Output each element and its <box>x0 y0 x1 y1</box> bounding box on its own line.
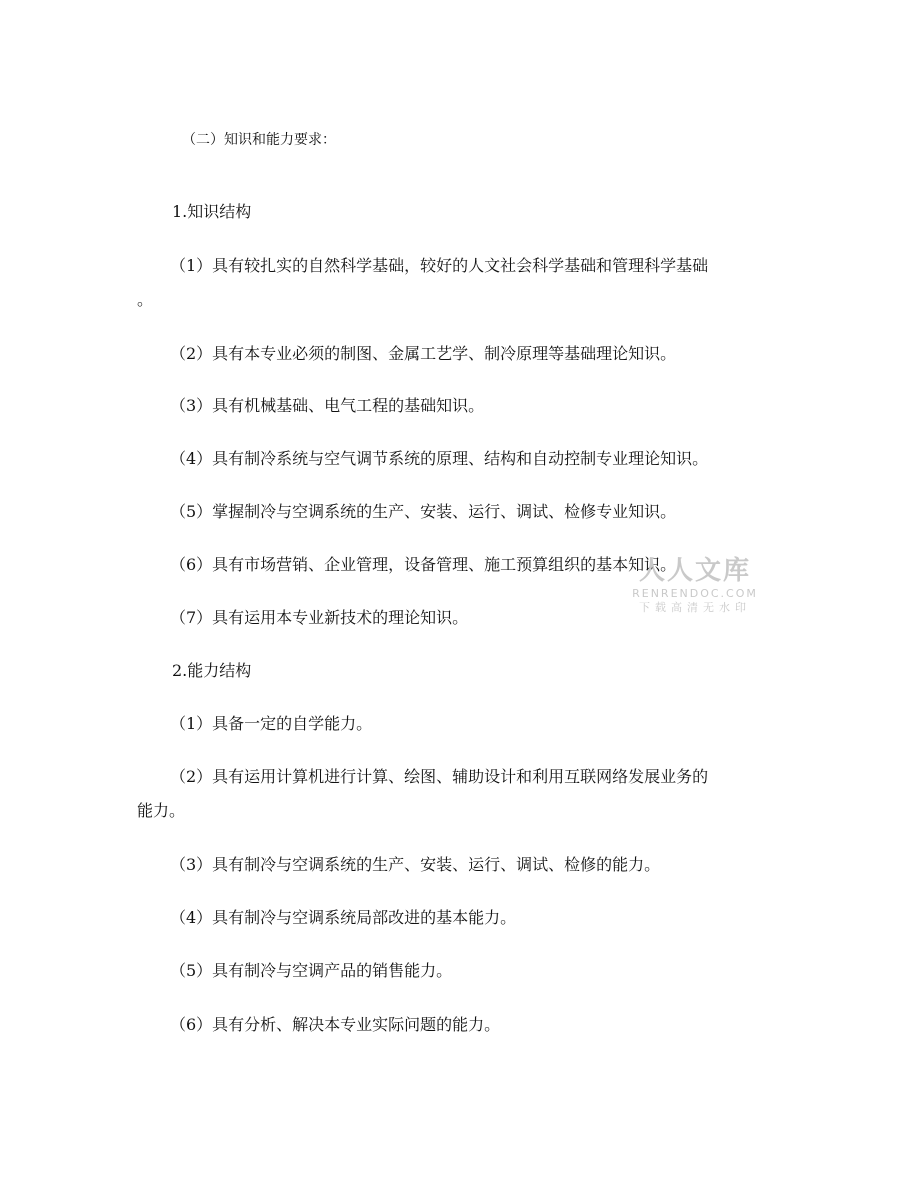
watermark-slogan: 下载高清无水印 <box>639 601 751 614</box>
ability-heading: 2.能力结构 <box>172 661 252 680</box>
knowledge-heading: 1.知识结构 <box>172 202 252 221</box>
ability-item-4: （4）具有制冷与空调系统局部改进的基本能力。 <box>170 908 517 927</box>
ability-item-2-continuation: 能力。 <box>137 801 186 820</box>
section-title: （二）知识和能力要求： <box>182 132 336 148</box>
knowledge-item-7: （7）具有运用本专业新技术的理论知识。 <box>170 608 469 627</box>
knowledge-item-3: （3）具有机械基础、电气工程的基础知识。 <box>170 396 485 415</box>
knowledge-item-5: （5）掌握制冷与空调系统的生产、安装、运行、调试、检修专业知识。 <box>170 502 677 521</box>
watermark-title: 人人文库 <box>638 556 751 586</box>
ability-item-1: （1）具备一定的自学能力。 <box>170 714 373 733</box>
ability-item-6: （6）具有分析、解决本专业实际问题的能力。 <box>170 1015 501 1034</box>
ability-item-2: （2）具有运用计算机进行计算、绘图、辅助设计和利用互联网络发展业务的 <box>170 767 709 786</box>
knowledge-item-6: （6）具有市场营销、企业管理，设备管理、施工预算组织的基本知识。 <box>170 555 677 574</box>
watermark <box>620 555 770 615</box>
ability-item-5: （5）具有制冷与空调产品的销售能力。 <box>170 961 453 980</box>
knowledge-item-2: （2）具有本专业必须的制图、金属工艺学、制冷原理等基础理论知识。 <box>170 344 677 363</box>
ability-item-3: （3）具有制冷与空调系统的生产、安装、运行、调试、检修的能力。 <box>170 855 661 874</box>
knowledge-item-1: （1）具有较扎实的自然科学基础，较好的人文社会科学基础和管理科学基础 <box>170 256 709 275</box>
knowledge-item-4: （4）具有制冷系统与空气调节系统的原理、结构和自动控制专业理论知识。 <box>170 449 709 468</box>
knowledge-item-1-continuation: 。 <box>137 290 154 309</box>
watermark-domain: RENRENDOC.COM <box>632 587 758 600</box>
